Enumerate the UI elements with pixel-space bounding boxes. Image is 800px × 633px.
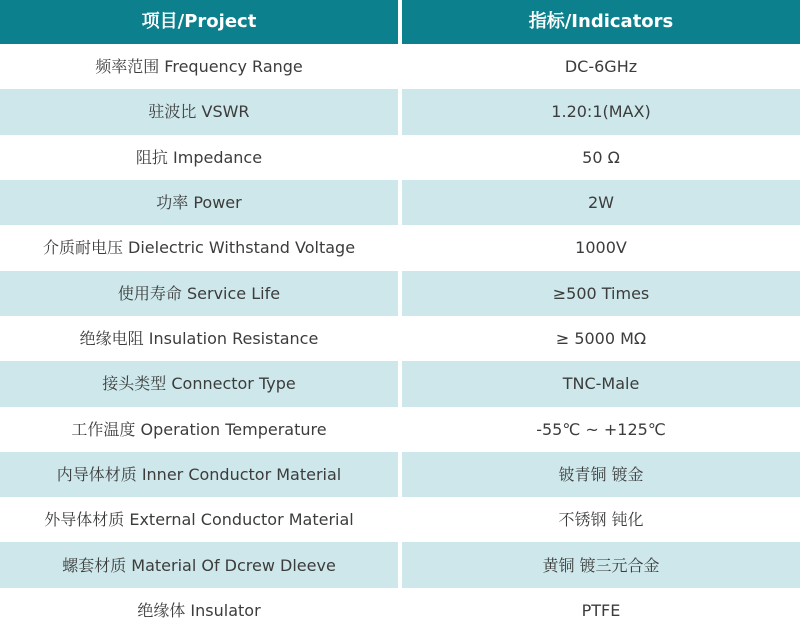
table-row	[0, 407, 800, 452]
table-row	[0, 497, 800, 542]
project-cell: 外导体材质 External Conductor Material	[0, 497, 398, 542]
project-cell: 功率 Power	[0, 180, 398, 225]
indicator-cell: 黄铜 镀三元合金	[402, 542, 800, 587]
table-row	[0, 135, 800, 180]
project-cell: 绝缘体 Insulator	[0, 588, 398, 633]
table-row	[0, 89, 800, 134]
table-row	[0, 361, 800, 406]
indicator-cell: 不锈钢 钝化	[402, 497, 800, 542]
project-cell: 驻波比 VSWR	[0, 89, 398, 134]
project-cell: 介质耐电压 Dielectric Withstand Voltage	[0, 225, 398, 270]
indicator-cell: 1.20:1(MAX)	[402, 89, 800, 134]
indicator-cell: DC-6GHz	[402, 44, 800, 89]
indicator-cell: ≥ 5000 MΩ	[402, 316, 800, 361]
table-row	[0, 452, 800, 497]
project-cell: 接头类型 Connector Type	[0, 361, 398, 406]
indicator-cell: -55℃ ~ +125℃	[402, 407, 800, 452]
indicator-cell: ≥500 Times	[402, 271, 800, 316]
indicator-cell: 50 Ω	[402, 135, 800, 180]
indicator-cell: PTFE	[402, 588, 800, 633]
table-row	[0, 542, 800, 587]
indicator-cell: 1000V	[402, 225, 800, 270]
indicator-cell: 铍青铜 镀金	[402, 452, 800, 497]
table-row	[0, 180, 800, 225]
table-row	[0, 316, 800, 361]
table-header-row	[0, 0, 800, 44]
project-cell: 阻抗 Impedance	[0, 135, 398, 180]
header-cell-indicators: 指标/Indicators	[402, 0, 800, 44]
indicator-cell: 2W	[402, 180, 800, 225]
project-cell: 频率范围 Frequency Range	[0, 44, 398, 89]
project-cell: 螺套材质 Material Of Dcrew Dleeve	[0, 542, 398, 587]
header-cell-project: 项目/Project	[0, 0, 398, 44]
project-cell: 内导体材质 Inner Conductor Material	[0, 452, 398, 497]
table-row	[0, 44, 800, 89]
project-cell: 绝缘电阻 Insulation Resistance	[0, 316, 398, 361]
table-row	[0, 225, 800, 270]
indicator-cell: TNC-Male	[402, 361, 800, 406]
table-row	[0, 588, 800, 633]
project-cell: 使用寿命 Service Life	[0, 271, 398, 316]
project-cell: 工作温度 Operation Temperature	[0, 407, 398, 452]
table-row	[0, 271, 800, 316]
